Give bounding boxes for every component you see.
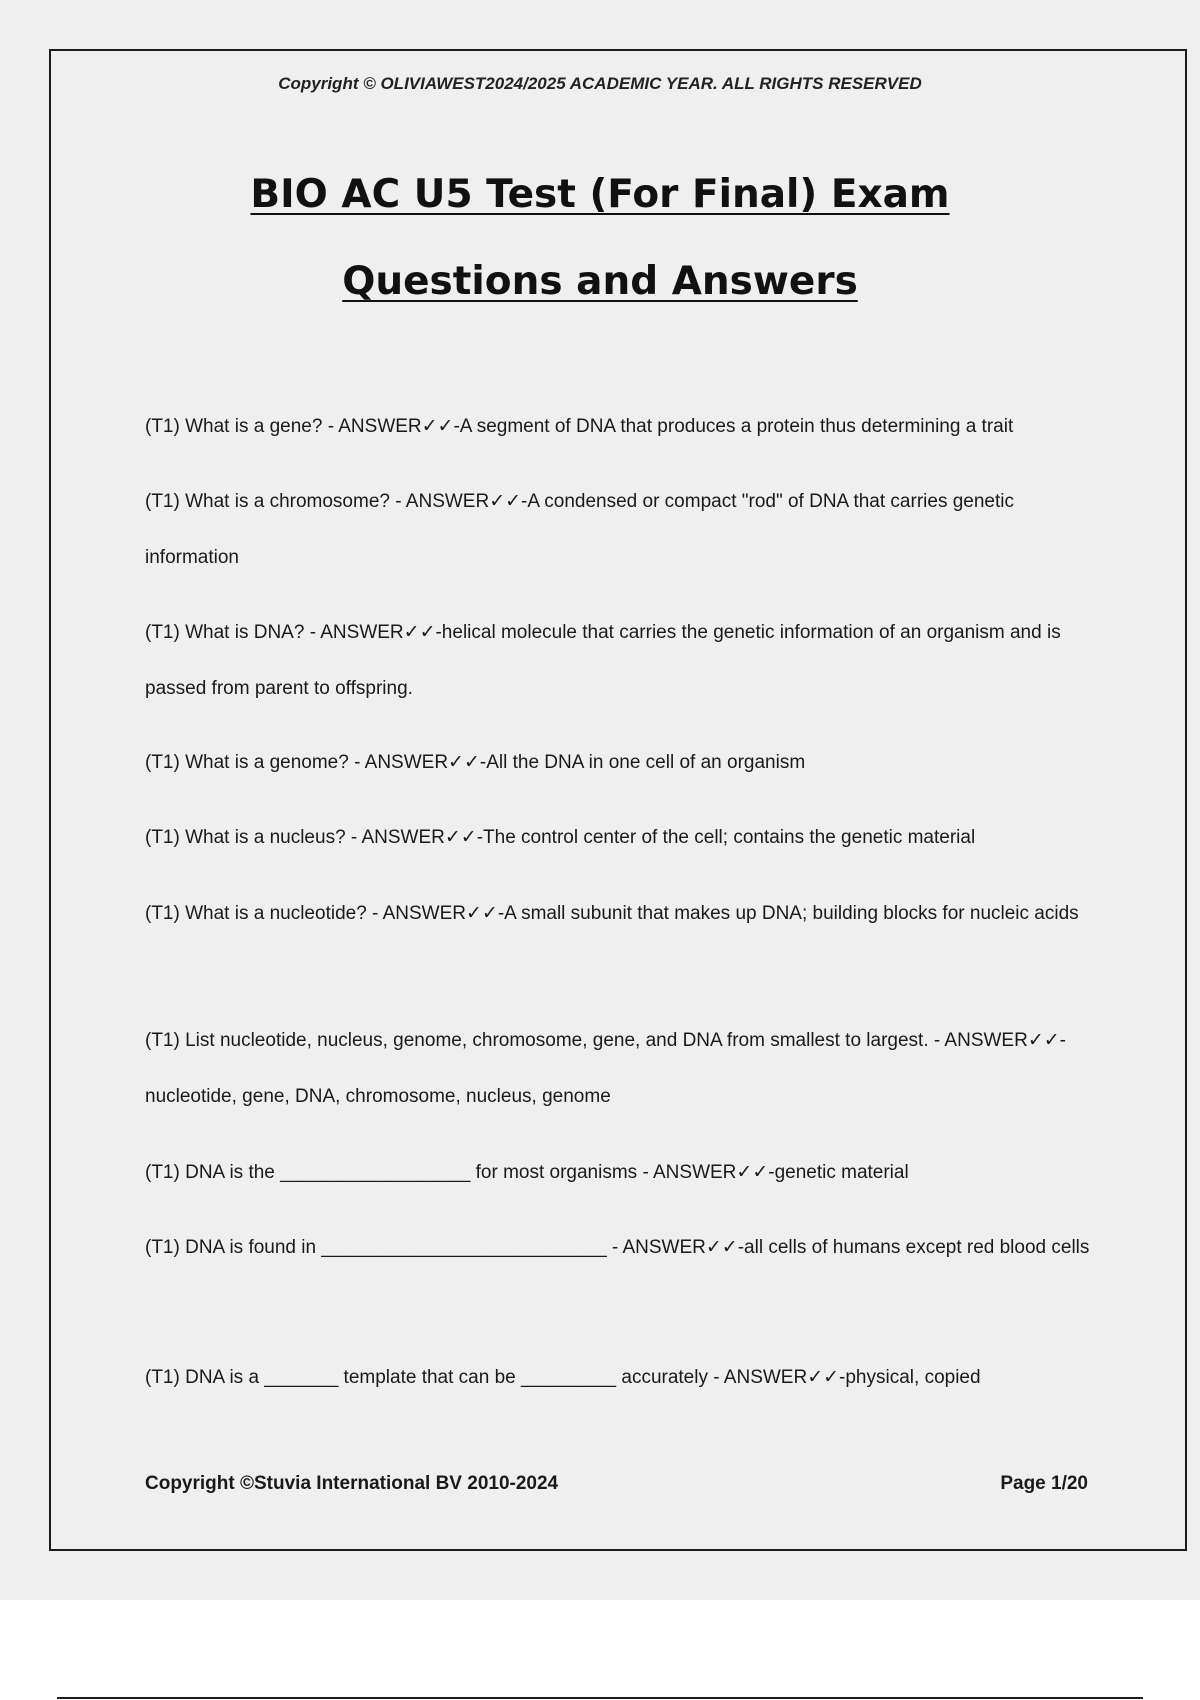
qa-item: (T1) What is a genome? - ANSWER✓✓-All the DNA in one cell of an organism bbox=[145, 752, 806, 773]
qa-item: (T1) What is a chromosome? - ANSWER✓✓-A condensed or compact "rod" of DNA that carries genetic information bbox=[145, 491, 1014, 568]
qa-item: (T1) List nucleotide, nucleus, genome, chromosome, gene, and DNA from smallest to largest. - ANSWER✓✓-nucleotide, gene, DNA, chromosome, nucleus, genome bbox=[145, 1030, 1066, 1107]
qa-item: (T1) What is a nucleotide? - ANSWER✓✓-A small subunit that makes up DNA; building blocks for nucleic acids bbox=[145, 903, 1079, 924]
document-title-line-2: Questions and Answers bbox=[342, 259, 858, 304]
qa-item: (T1) DNA is a _______ template that can be _________ accurately - ANSWER✓✓-physical, copied bbox=[145, 1367, 981, 1388]
next-page-divider bbox=[57, 1697, 1143, 1699]
header-copyright: Copyright © OLIVIAWEST2024/2025 ACADEMIC YEAR. ALL RIGHTS RESERVED bbox=[278, 74, 922, 93]
qa-item: (T1) What is a gene? - ANSWER✓✓-A segment of DNA that produces a protein thus determining a trait bbox=[145, 416, 1014, 437]
page-number: Page 1/20 bbox=[1000, 1473, 1088, 1494]
qa-item: (T1) DNA is the __________________ for most organisms - ANSWER✓✓-genetic material bbox=[145, 1162, 909, 1183]
document-title-line-1: BIO AC U5 Test (For Final) Exam bbox=[250, 172, 950, 217]
footer-copyright: Copyright ©Stuvia International BV 2010-2024 bbox=[145, 1473, 559, 1494]
qa-item: (T1) DNA is found in ___________________________ - ANSWER✓✓-all cells of humans except red blood cells bbox=[145, 1237, 1090, 1258]
qa-item: (T1) What is a nucleus? - ANSWER✓✓-The control center of the cell; contains the genetic material bbox=[145, 827, 976, 848]
qa-item: (T1) What is DNA? - ANSWER✓✓-helical molecule that carries the genetic information of an organism and is passed from parent to offspring. bbox=[145, 622, 1061, 699]
